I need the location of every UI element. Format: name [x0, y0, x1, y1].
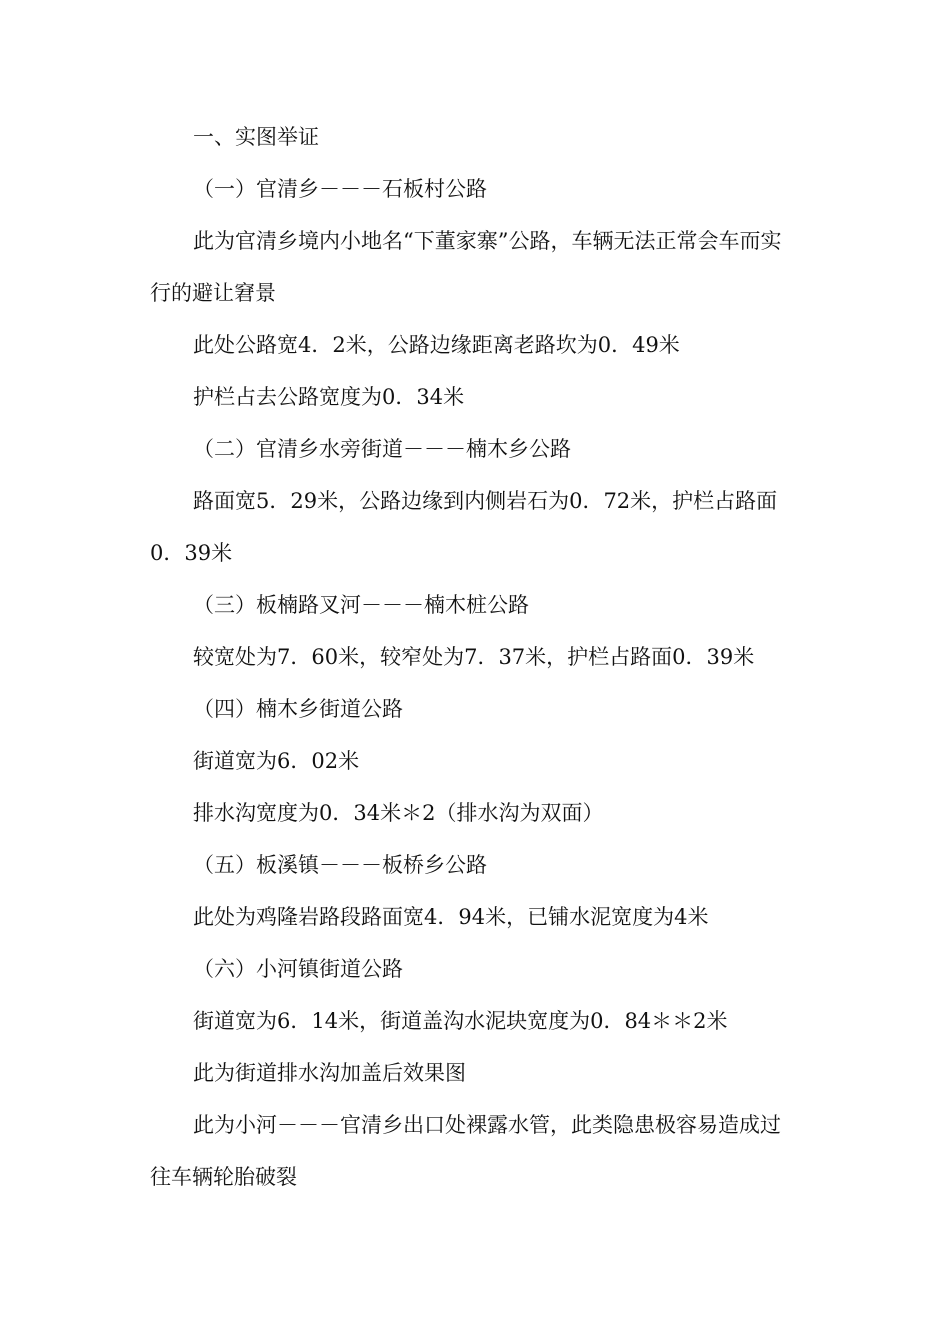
- subsection-heading-5: （五）板溪镇－－－板桥乡公路: [193, 853, 487, 877]
- paragraph-2: 此处公路宽4．2米，公路边缘距离老路坎为0．49米: [193, 333, 680, 357]
- paragraph-11: 此为小河－－－官清乡出口处裸露水管，此类隐患极容易造成过往车辆轮胎破裂: [150, 1113, 781, 1189]
- paragraph-7: 排水沟宽度为0．34米＊2（排水沟为双面）: [193, 801, 604, 825]
- paragraph-1: 此为官清乡境内小地名“下董家寨”公路，车辆无法正常会车而实行的避让窘景: [150, 229, 782, 305]
- section-heading: 一、实图举证: [193, 125, 319, 149]
- subsection-heading-4: （四）楠木乡街道公路: [193, 697, 403, 721]
- paragraph-4: 路面宽5．29米，公路边缘到内侧岩石为0．72米，护栏占路面0．39米: [150, 489, 778, 565]
- subsection-heading-2: （二）官清乡水旁街道－－－楠木乡公路: [193, 437, 571, 461]
- paragraph-10: 此为街道排水沟加盖后效果图: [193, 1061, 466, 1085]
- paragraph-6: 街道宽为6．02米: [193, 749, 360, 773]
- paragraph-9: 街道宽为6．14米，街道盖沟水泥块宽度为0．84＊＊2米: [193, 1009, 728, 1033]
- subsection-heading-6: （六）小河镇街道公路: [193, 957, 403, 981]
- document-body: [150, 111, 800, 1203]
- paragraph-8: 此处为鸡隆岩路段路面宽4．94米，已铺水泥宽度为4米: [193, 905, 709, 929]
- paragraph-5: 较宽处为7．60米，较窄处为7．37米，护栏占路面0．39米: [193, 645, 755, 669]
- subsection-heading-1: （一）官清乡－－－石板村公路: [193, 177, 487, 201]
- paragraph-3: 护栏占去公路宽度为0．34米: [193, 385, 465, 409]
- subsection-heading-3: （三）板楠路叉河－－－楠木桩公路: [193, 593, 529, 617]
